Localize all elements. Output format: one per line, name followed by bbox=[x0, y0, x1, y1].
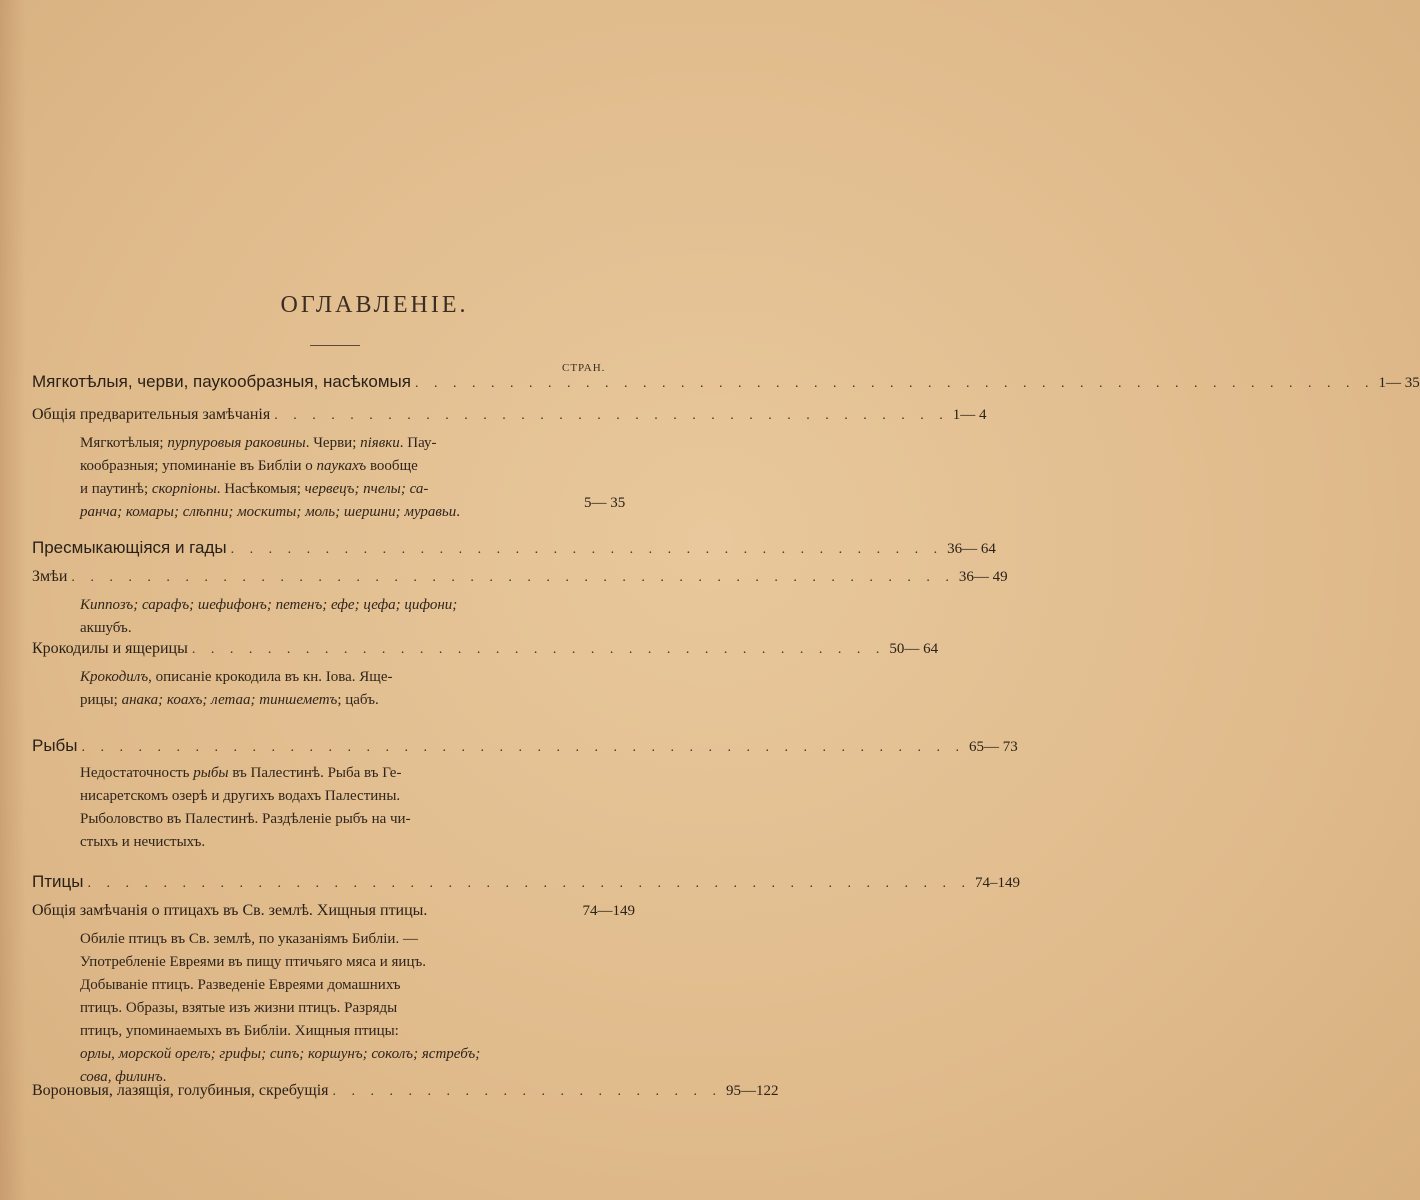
leader-dots: . . . . . . . . . . . . . . . . . . . . . . . . . . . . . . . . . . . . . bbox=[191, 642, 886, 657]
toc-description bbox=[80, 594, 535, 640]
desc-line: стыхъ и нечистыхъ. bbox=[80, 834, 206, 850]
leader-dots: . . . . . . . . . . . . . . . . . . . . . bbox=[332, 1084, 723, 1099]
desc-line: птицъ. Образы, взятые изъ жизни птицъ. Разряды bbox=[80, 1000, 398, 1016]
toc-entry-label: Вороновыя, лазящія, голубиныя, скребущія bbox=[32, 1082, 329, 1099]
toc-entry-reptiles bbox=[32, 538, 996, 558]
desc-line: и паутинѣ; скорпіоны. Насѣкомыя; червецъ; пчелы; са- bbox=[80, 481, 429, 497]
leader-dots: . . . . . . . . . . . . . . . . . . . . . . . . . . . . . . . . . . . . . . . . . . . . . . . bbox=[81, 740, 966, 755]
desc-line: Киппозъ; сарафъ; шефифонъ; петенъ; ефе; цефа; цифони; bbox=[80, 597, 458, 613]
toc-entry-crocodiles bbox=[32, 640, 939, 658]
toc-entry-label: Рыбы bbox=[32, 736, 78, 755]
desc-line: рицы; анака; коахъ; летаа; тиншеметъ; цабъ. bbox=[80, 692, 379, 708]
leader-dots: . . . . . . . . . . . . . . . . . . . . . . . . . . . . . . . . . . . . . . bbox=[230, 542, 944, 557]
toc-description bbox=[80, 762, 535, 854]
toc-entry-label: Мягкотѣлыя, черви, паукообразныя, насѣкомыя bbox=[32, 372, 411, 391]
desc-line: нисаретскомъ озерѣ и другихъ водахъ Палестины. bbox=[80, 788, 401, 804]
desc-line: Крокодилъ, описаніе крокодила въ кн. Іова. Яще- bbox=[80, 669, 393, 685]
toc-entry-birds bbox=[32, 872, 1020, 892]
leader-dots: . . . . . . . . . . . . . . . . . . . . . . . . . . . . . . . . . . . . . . . . . . . . . . . bbox=[71, 570, 955, 585]
desc-line: ранча; комары; слѣпни; москиты; моль; шершни; муравьи. bbox=[80, 504, 460, 520]
desc-line: Обиліе птицъ въ Св. землѣ, по указаніямъ Библіи. — bbox=[80, 931, 418, 947]
toc-entry-label: Общія замѣчанія о птицахъ въ Св. землѣ. Хищныя птицы. bbox=[32, 902, 428, 919]
toc-entry-pages: 74–149 bbox=[974, 875, 1020, 891]
toc-entry-fish bbox=[32, 736, 1018, 756]
toc-entry-label: Крокодилы и ящерицы bbox=[32, 640, 188, 657]
toc-entry-pages: 95—122 bbox=[726, 1083, 779, 1099]
toc-entry-molluscs bbox=[32, 372, 1420, 392]
toc-entry-pages: 1— 4 bbox=[952, 407, 987, 423]
toc-entry-pages: 50— 64 bbox=[889, 641, 939, 657]
desc-line: акшубъ. bbox=[80, 620, 132, 636]
toc-entry-snakes bbox=[32, 568, 1008, 586]
toc-entry-label: Пресмыкающіяся и гады bbox=[32, 538, 227, 557]
desc-line: птицъ, упоминаемыхъ въ Библіи. Хищныя птицы: bbox=[80, 1023, 399, 1039]
toc-entry-pages: 74—149 bbox=[582, 903, 635, 919]
leader-dots: . . . . . . . . . . . . . . . . . . . . . . . . . . . . . . . . . . . . bbox=[274, 408, 949, 423]
toc-entry-birds-general bbox=[32, 902, 635, 920]
leader-dots: . . . . . . . . . . . . . . . . . . . . . . . . . . . . . . . . . . . . . . . . . . . . . . . . . . . bbox=[414, 376, 1375, 391]
desc-line: орлы, морской орелъ; грифы; сипъ; коршунъ; соколъ; ястребъ; bbox=[80, 1046, 481, 1062]
toc-entry-corvids bbox=[32, 1082, 779, 1100]
toc-entry-pages: 65— 73 bbox=[969, 739, 1018, 755]
page-title: ОГЛАВЛЕНІЕ. bbox=[280, 292, 469, 318]
toc-entry-label: Птицы bbox=[32, 872, 84, 891]
toc-entry-pages: 36— 64 bbox=[947, 541, 996, 557]
title-divider bbox=[310, 345, 360, 346]
toc-entry-pages: 36— 49 bbox=[958, 569, 1008, 585]
leader-dots: . . . . . . . . . . . . . . . . . . . . . . . . . . . . . . . . . . . . . . . . . . . . . . . bbox=[87, 876, 971, 891]
toc-description bbox=[80, 432, 535, 524]
desc-line: Мягкотѣлыя; пурпуровыя раковины. Черви; піявки. Пау- bbox=[80, 435, 437, 451]
toc-entry-pages: 1— 35 bbox=[1378, 375, 1420, 391]
desc-line: Рыболовство въ Палестинѣ. Раздѣленіе рыбъ на чи- bbox=[80, 811, 411, 827]
desc-line: сова, филинъ. bbox=[80, 1069, 167, 1085]
toc-entry-pages: 5— 35 bbox=[584, 495, 626, 511]
toc-entry-label: Общія предварительныя замѣчанія bbox=[32, 406, 271, 423]
desc-line: кообразныя; упоминаніе въ Библіи о паукахъ вообще bbox=[80, 458, 418, 474]
toc-description bbox=[80, 928, 535, 1089]
pages-column-header: СТРАН. bbox=[562, 362, 606, 374]
toc-description bbox=[80, 666, 535, 712]
desc-line: Добываніе птицъ. Разведеніе Евреями домашнихъ bbox=[80, 977, 401, 993]
desc-line: Употребленіе Евреями въ пищу птичьяго мяса и яицъ. bbox=[80, 954, 426, 970]
toc-entry-general-remarks bbox=[32, 406, 987, 424]
toc-entry-label: Змѣи bbox=[32, 568, 68, 585]
desc-line: Недостаточность рыбы въ Палестинѣ. Рыба въ Ге- bbox=[80, 765, 402, 781]
